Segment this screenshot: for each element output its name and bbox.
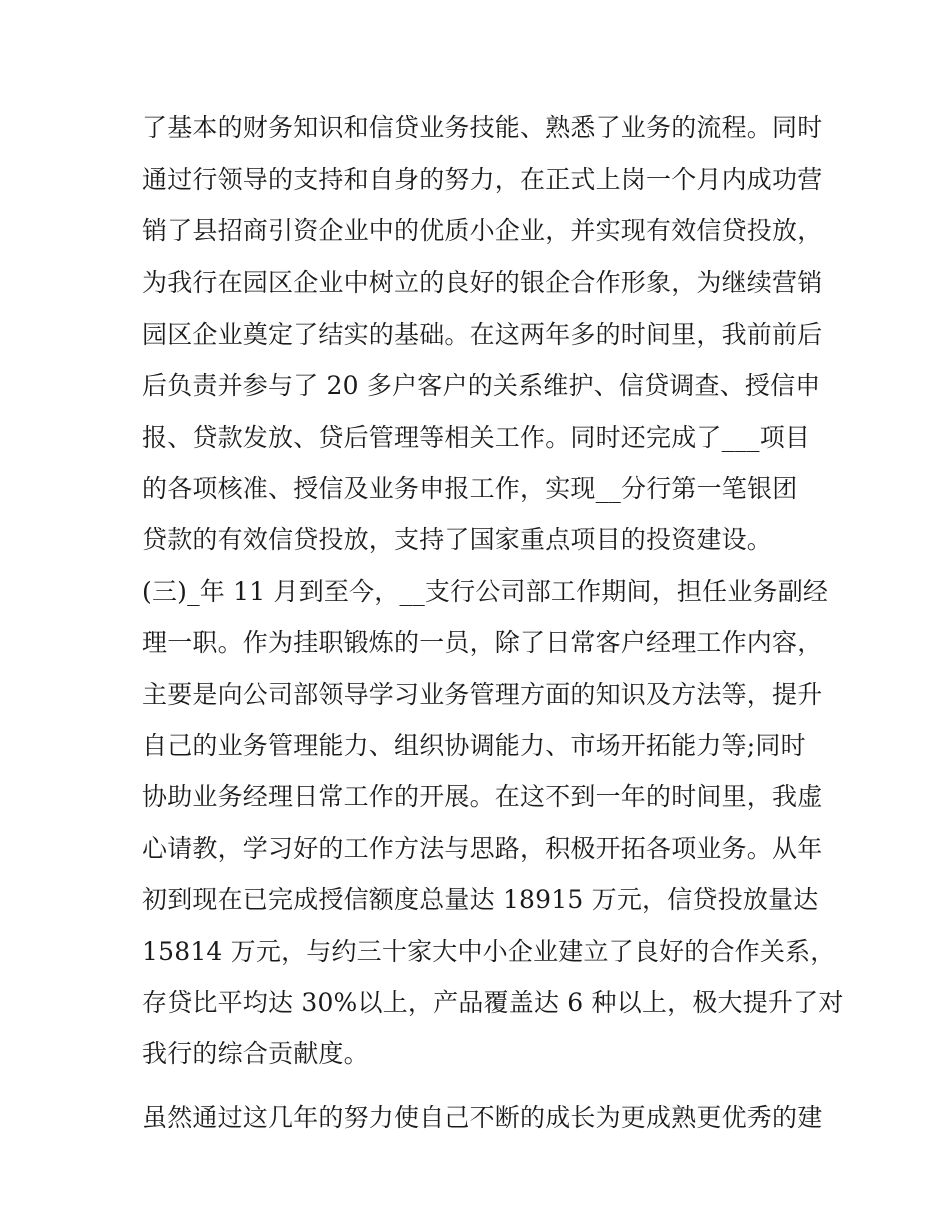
text-line: 初到现在已完成授信额度总量达 18915 万元，信贷投放量达 — [142, 885, 819, 914]
text-line: 为我行在园区企业中树立的良好的银企合作形象，为继续营销 — [142, 268, 823, 297]
text-line: 主要是向公司部领导学习业务管理方面的知识及方法等，提升 — [142, 680, 823, 709]
text-line: 15814 万元，与约三十家大中小企业建立了良好的合作关系， — [142, 937, 836, 966]
text-line: 销了县招商引资企业中的优质小企业，并实现有效信贷投放， — [142, 216, 823, 245]
text-line: 通过行领导的支持和自身的努力，在正式上岗一个月内成功营 — [142, 165, 823, 194]
text-line: 存贷比平均达 30%以上，产品覆盖达 6 种以上，极大提升了对 — [142, 988, 844, 1017]
text-line: 我行的综合贡献度。 — [142, 1039, 369, 1068]
text-line: 虽然通过这几年的努力使自己不断的成长为更成熟更优秀的建 — [142, 1103, 823, 1132]
text-line: 贷款的有效信贷投放，支持了国家重点项目的投资建设。 — [142, 525, 773, 554]
text-line: 的各项核准、授信及业务申报工作，实现__分行第一笔银团 — [142, 474, 798, 503]
text-line: 理一职。作为挂职锻炼的一员，除了日常客户经理工作内容， — [142, 628, 823, 657]
text-line: 园区企业奠定了结实的基础。在这两年多的时间里，我前前后 — [142, 320, 823, 349]
text-line: 报、贷款发放、贷后管理等相关工作。同时还完成了___项目 — [142, 423, 811, 452]
text-line: 心请教，学习好的工作方法与思路，积极开拓各项业务。从年 — [142, 834, 823, 863]
text-line: 协助业务经理日常工作的开展。在这不到一年的时间里，我虚 — [142, 782, 823, 811]
text-line: 了基本的财务知识和信贷业务技能、熟悉了业务的流程。同时 — [142, 113, 823, 142]
text-line: (三)_年 11 月到至今，__支行公司部工作期间，担任业务副经 — [142, 577, 829, 606]
text-line: 自己的业务管理能力、组织协调能力、市场开拓能力等;同时 — [142, 731, 806, 760]
text-line: 后负责并参与了 20 多户客户的关系维护、信贷调查、授信申 — [142, 371, 821, 400]
